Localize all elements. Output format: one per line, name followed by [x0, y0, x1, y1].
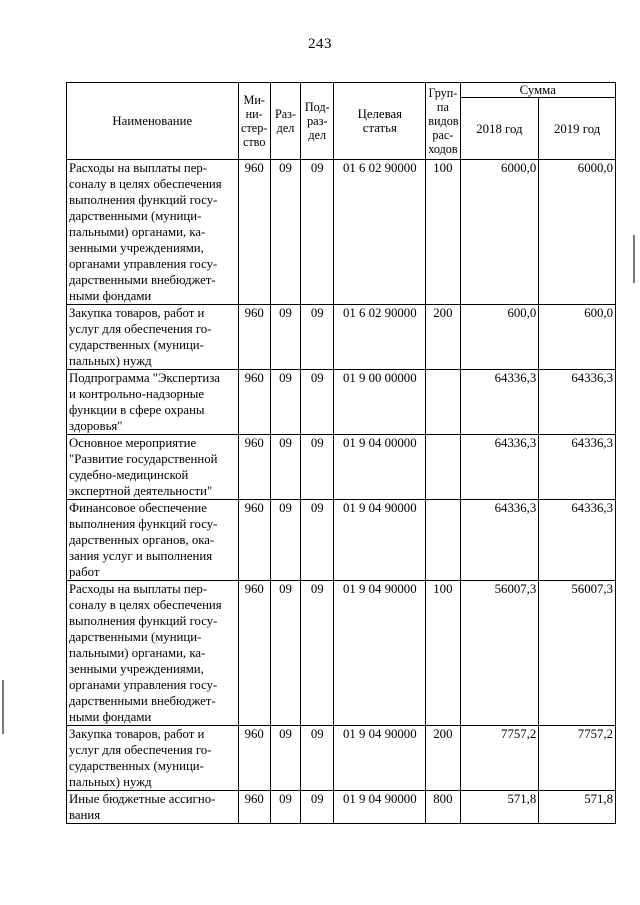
row-ministry: 960 [238, 160, 270, 305]
header-sum: Сумма [460, 83, 615, 98]
row-sum-2019: 6000,0 [539, 160, 616, 305]
table-row [67, 581, 616, 726]
row-target-article: 01 9 04 90000 [334, 500, 426, 581]
row-section: 09 [270, 791, 300, 824]
table-row [67, 435, 616, 500]
row-expense-group: 100 [426, 581, 460, 726]
row-sum-2018: 64336,3 [460, 370, 539, 435]
header-target-article: Целевая статья [334, 83, 426, 160]
scan-edge-mark [2, 680, 4, 734]
row-name: Иные бюджетные ассигно- вания [67, 791, 239, 824]
row-expense-group: 100 [426, 160, 460, 305]
row-name: Подпрограмма "Экспертиза и контрольно-надзорные функции в сфере охраны здоровья" [67, 370, 239, 435]
row-ministry: 960 [238, 581, 270, 726]
row-subsection: 09 [301, 370, 334, 435]
scan-edge-mark [633, 235, 635, 283]
row-sum-2019: 7757,2 [539, 726, 616, 791]
row-subsection: 09 [301, 305, 334, 370]
header-ministry: Ми- ни- стер- ство [238, 83, 270, 160]
row-ministry: 960 [238, 726, 270, 791]
row-expense-group: 200 [426, 726, 460, 791]
row-subsection: 09 [301, 791, 334, 824]
row-target-article: 01 6 02 90000 [334, 160, 426, 305]
header-subsection: Под- раз- дел [301, 83, 334, 160]
header-name: Наименование [67, 83, 239, 160]
row-subsection: 09 [301, 726, 334, 791]
table-row [67, 500, 616, 581]
row-ministry: 960 [238, 305, 270, 370]
row-target-article: 01 9 04 90000 [334, 791, 426, 824]
row-section: 09 [270, 435, 300, 500]
row-sum-2018: 6000,0 [460, 160, 539, 305]
budget-table [66, 82, 616, 824]
row-sum-2019: 64336,3 [539, 500, 616, 581]
row-target-article: 01 6 02 90000 [334, 305, 426, 370]
row-sum-2019: 600,0 [539, 305, 616, 370]
table-body [67, 160, 616, 824]
row-ministry: 960 [238, 791, 270, 824]
row-sum-2018: 56007,3 [460, 581, 539, 726]
row-sum-2019: 571,8 [539, 791, 616, 824]
row-expense-group: 200 [426, 305, 460, 370]
row-ministry: 960 [238, 370, 270, 435]
header-year-2018: 2018 год [460, 98, 539, 160]
table-row [67, 791, 616, 824]
row-sum-2018: 7757,2 [460, 726, 539, 791]
row-subsection: 09 [301, 160, 334, 305]
row-expense-group: 800 [426, 791, 460, 824]
row-section: 09 [270, 370, 300, 435]
row-name: Финансовое обеспечение выполнения функций госу- дарственных органов, ока- зания услуг и выполнения работ [67, 500, 239, 581]
row-sum-2018: 64336,3 [460, 500, 539, 581]
row-name: Расходы на выплаты пер- соналу в целях обеспечения выполнения функций госу- дарственными (муници- пальными) органами, ка- зенными учреждениями, органами управления госу- дарственными внебюджет- ными фондами [67, 581, 239, 726]
row-name: Расходы на выплаты пер- соналу в целях обеспечения выполнения функций госу- дарственными (муници- пальными) органами, ка- зенными учреждениями, органами управления госу- дарственными внебюджет- ными фондами [67, 160, 239, 305]
row-subsection: 09 [301, 435, 334, 500]
row-sum-2019: 64336,3 [539, 370, 616, 435]
row-sum-2018: 64336,3 [460, 435, 539, 500]
page-number: 243 [308, 36, 332, 52]
row-sum-2019: 64336,3 [539, 435, 616, 500]
header-year-2019: 2019 год [539, 98, 616, 160]
row-section: 09 [270, 160, 300, 305]
row-expense-group [426, 370, 460, 435]
row-expense-group [426, 435, 460, 500]
row-section: 09 [270, 500, 300, 581]
row-sum-2018: 571,8 [460, 791, 539, 824]
row-name: Закупка товаров, работ и услуг для обеспечения го- сударственных (муници- пальных) нужд [67, 726, 239, 791]
row-target-article: 01 9 00 00000 [334, 370, 426, 435]
row-target-article: 01 9 04 90000 [334, 726, 426, 791]
table-row [67, 370, 616, 435]
row-section: 09 [270, 581, 300, 726]
table-row [67, 160, 616, 305]
row-section: 09 [270, 726, 300, 791]
row-target-article: 01 9 04 00000 [334, 435, 426, 500]
header-section: Раз- дел [270, 83, 300, 160]
header-expense-group: Груп- па видов рас- ходов [426, 83, 460, 160]
row-sum-2018: 600,0 [460, 305, 539, 370]
row-name: Основное мероприятие "Развитие государственной судебно-медицинской экспертной деятельности" [67, 435, 239, 500]
row-target-article: 01 9 04 90000 [334, 581, 426, 726]
row-name: Закупка товаров, работ и услуг для обеспечения го- сударственных (муници- пальных) нужд [67, 305, 239, 370]
row-subsection: 09 [301, 581, 334, 726]
row-section: 09 [270, 305, 300, 370]
row-sum-2019: 56007,3 [539, 581, 616, 726]
row-ministry: 960 [238, 500, 270, 581]
row-subsection: 09 [301, 500, 334, 581]
table-row [67, 726, 616, 791]
row-ministry: 960 [238, 435, 270, 500]
row-expense-group [426, 500, 460, 581]
table-row [67, 305, 616, 370]
